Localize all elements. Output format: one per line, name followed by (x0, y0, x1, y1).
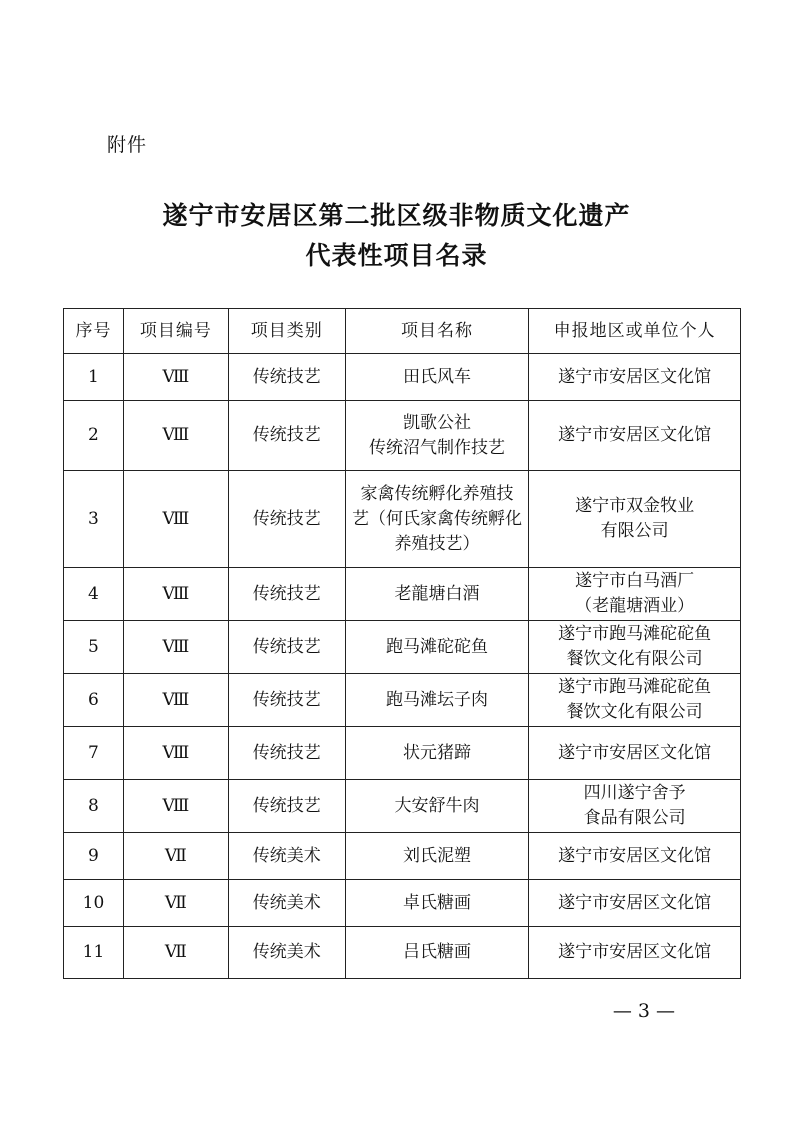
row-number: 4 (64, 568, 124, 621)
table-row (64, 833, 741, 880)
row-name-line: 家禽传统孵化养殖技 (360, 483, 514, 504)
table-row (64, 674, 741, 727)
row-applicant-line: 遂宁市安居区文化馆 (558, 942, 712, 962)
row-code: Ⅷ (123, 354, 228, 401)
row-code: Ⅷ (123, 471, 228, 568)
row-name (345, 401, 529, 471)
row-applicant-line: 遂宁市跑马滩砣砣鱼 (558, 624, 712, 644)
row-code: Ⅶ (123, 927, 228, 979)
row-category: 传统美术 (228, 880, 345, 927)
row-name-line: 刘氏泥塑 (402, 845, 471, 866)
page-number: — 3 — (612, 1000, 675, 1022)
row-applicant-line: 遂宁市安居区文化馆 (558, 742, 712, 763)
row-name (345, 354, 529, 401)
row-applicant-line: 食品有限公司 (583, 808, 686, 828)
table-row (64, 354, 741, 401)
row-name-line: 吕氏糖画 (402, 942, 471, 962)
heritage-roster-table (63, 308, 741, 979)
row-applicant-line: 遂宁市安居区文化馆 (558, 892, 712, 913)
row-applicant-line: 遂宁市安居区文化馆 (558, 366, 712, 387)
row-name (345, 621, 529, 674)
row-name (345, 471, 529, 568)
row-number: 7 (64, 727, 124, 780)
row-applicant (529, 780, 741, 833)
header-code: 项目编号 (123, 309, 228, 354)
row-name-line: 老龍塘白酒 (394, 583, 480, 604)
row-category: 传统美术 (228, 833, 345, 880)
document-title-line2: 代表性项目名录 (305, 241, 488, 270)
table-row (64, 927, 741, 979)
row-code: Ⅶ (123, 880, 228, 927)
row-applicant (529, 880, 741, 927)
row-number: 11 (64, 927, 124, 979)
row-applicant (529, 568, 741, 621)
row-applicant (529, 927, 741, 979)
row-code: Ⅷ (123, 780, 228, 833)
row-number: 6 (64, 674, 124, 727)
row-category: 传统美术 (228, 927, 345, 979)
row-number: 2 (64, 401, 124, 471)
row-name (345, 568, 529, 621)
row-number: 3 (64, 471, 124, 568)
row-applicant-line: 餐饮文化有限公司 (566, 702, 703, 722)
row-applicant-line: （老龍塘酒业） (575, 596, 695, 616)
table-row (64, 471, 741, 568)
row-applicant (529, 833, 741, 880)
table-row (64, 780, 741, 833)
row-applicant (529, 354, 741, 401)
header-category: 项目类别 (228, 309, 345, 354)
row-category: 传统技艺 (228, 471, 345, 568)
row-name-line: 跑马滩砣砣鱼 (385, 636, 488, 657)
row-applicant-line: 遂宁市安居区文化馆 (558, 425, 712, 445)
row-applicant (529, 401, 741, 471)
row-number: 8 (64, 780, 124, 833)
row-name-line: 凯歌公社 (402, 412, 471, 433)
row-name-line: 跑马滩坛子肉 (385, 689, 488, 710)
row-category: 传统技艺 (228, 727, 345, 780)
row-category: 传统技艺 (228, 354, 345, 401)
row-applicant-line: 遂宁市白马酒厂 (575, 571, 695, 591)
table-row (64, 568, 741, 621)
row-name (345, 674, 529, 727)
row-applicant (529, 621, 741, 674)
row-category: 传统技艺 (228, 401, 345, 471)
row-code: Ⅷ (123, 401, 228, 471)
row-category: 传统技艺 (228, 674, 345, 727)
document-title-line1: 遂宁市安居区第二批区级非物质文化遗产 (162, 201, 631, 230)
row-applicant-line: 四川遂宁舍予 (583, 783, 686, 803)
row-name (345, 833, 529, 880)
table-row (64, 621, 741, 674)
row-name-line: 艺（何氏家禽传统孵化 (351, 508, 522, 529)
header-applicant: 申报地区或单位个人 (529, 309, 741, 354)
row-category: 传统技艺 (228, 780, 345, 833)
row-code: Ⅷ (123, 674, 228, 727)
row-applicant-line: 遂宁市安居区文化馆 (558, 845, 712, 866)
row-name-line: 养殖技艺） (394, 533, 480, 554)
row-number: 1 (64, 354, 124, 401)
table-header-row (64, 309, 741, 354)
row-number: 5 (64, 621, 124, 674)
row-name-line: 卓氏糖画 (402, 892, 471, 913)
row-applicant-line: 遂宁市跑马滩砣砣鱼 (558, 677, 712, 697)
row-code: Ⅶ (123, 833, 228, 880)
row-code: Ⅷ (123, 621, 228, 674)
row-applicant-line: 遂宁市双金牧业 (575, 496, 695, 516)
row-name (345, 880, 529, 927)
row-applicant-line: 有限公司 (600, 521, 669, 541)
row-code: Ⅷ (123, 727, 228, 780)
table-row (64, 727, 741, 780)
row-name-line: 大安舒牛肉 (394, 795, 480, 816)
row-name (345, 727, 529, 780)
table-row (64, 880, 741, 927)
row-name (345, 927, 529, 979)
attachment-label: 附件 (107, 134, 148, 156)
row-applicant-line: 餐饮文化有限公司 (566, 649, 703, 669)
table-row (64, 401, 741, 471)
header-name: 项目名称 (345, 309, 529, 354)
row-number: 10 (64, 880, 124, 927)
row-code: Ⅷ (123, 568, 228, 621)
row-name-line: 传统沼气制作技艺 (368, 437, 505, 458)
row-number: 9 (64, 833, 124, 880)
row-name (345, 780, 529, 833)
row-applicant (529, 471, 741, 568)
row-category: 传统技艺 (228, 568, 345, 621)
row-applicant (529, 727, 741, 780)
row-applicant (529, 674, 741, 727)
row-name-line: 田氏风车 (402, 366, 471, 387)
row-category: 传统技艺 (228, 621, 345, 674)
row-name-line: 状元猪蹄 (402, 742, 471, 763)
header-num: 序号 (64, 309, 124, 354)
